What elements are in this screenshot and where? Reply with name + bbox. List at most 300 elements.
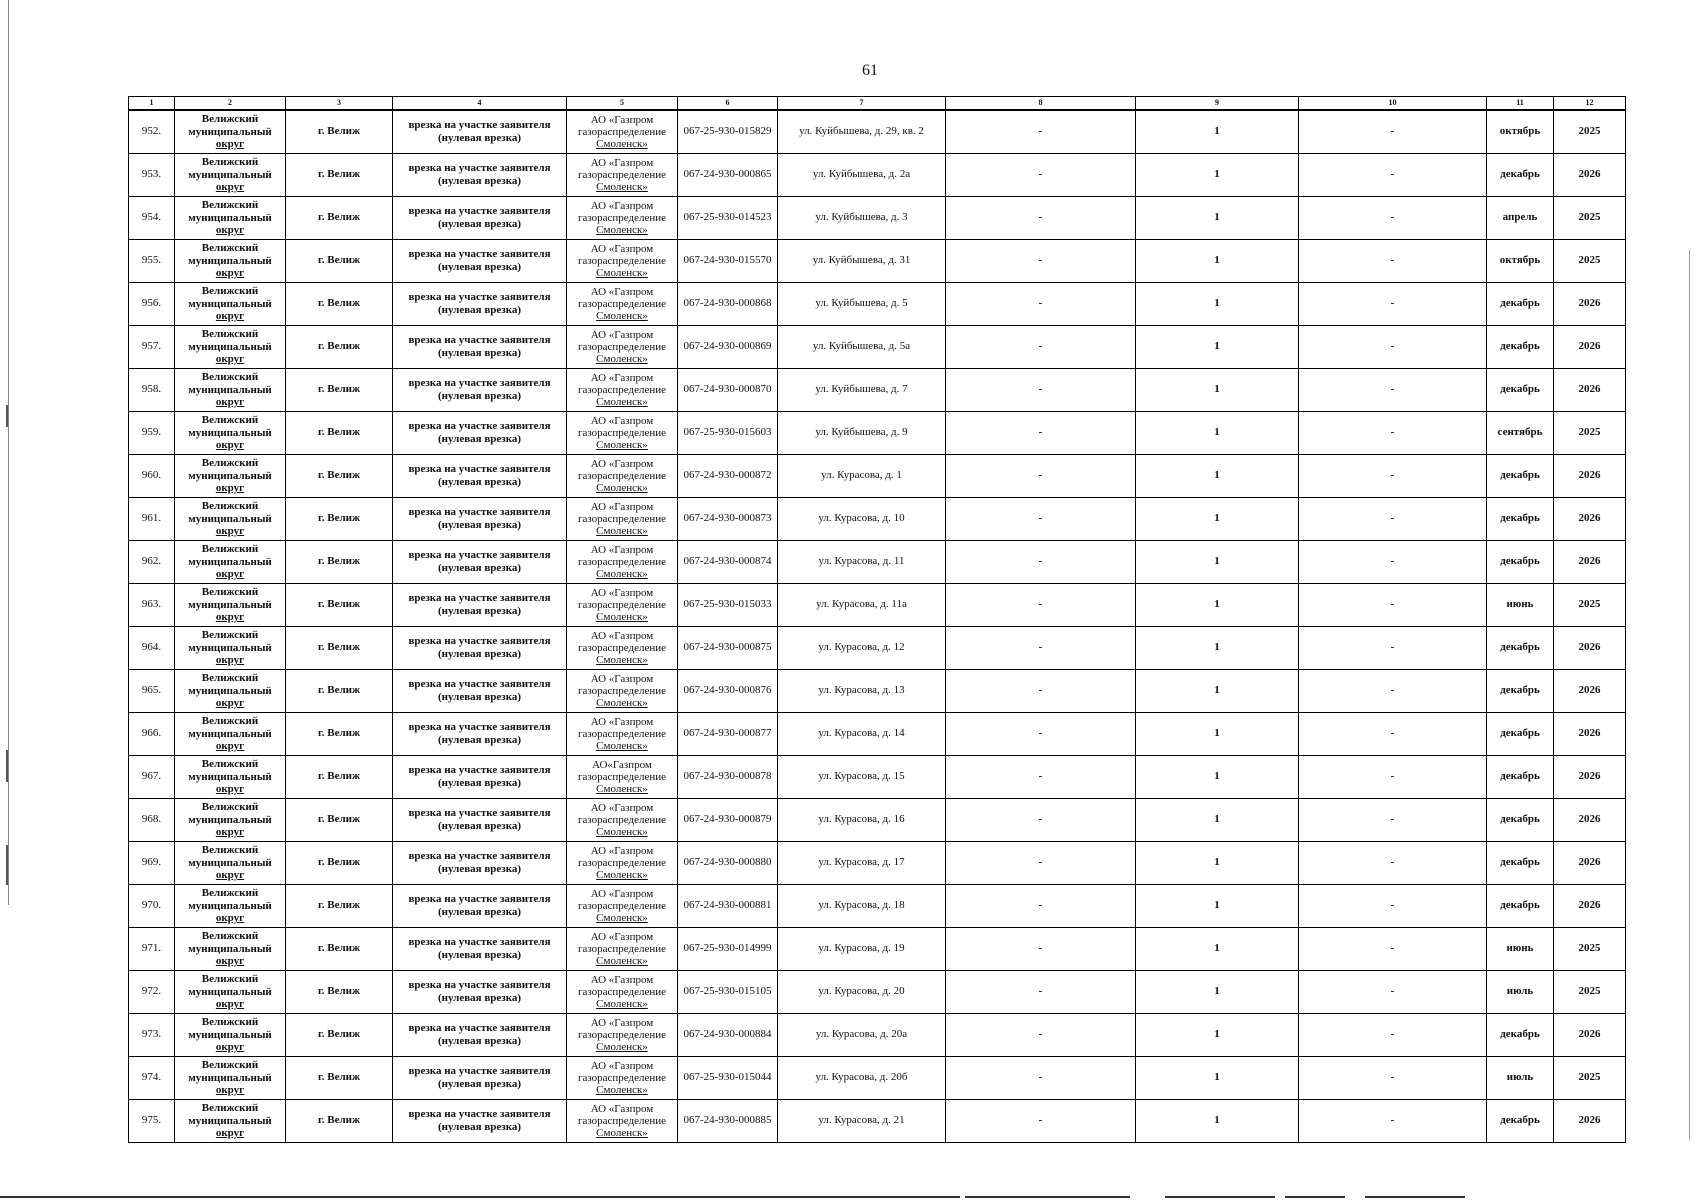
district-cell-line: округ (215, 611, 245, 624)
organization-cell (567, 1057, 678, 1100)
district-cell (175, 1057, 286, 1100)
city-cell: г. Велиж (286, 971, 393, 1014)
table-row (129, 756, 1626, 799)
row-number: 956. (129, 283, 175, 326)
column-8-cell: - (946, 627, 1136, 670)
year-cell: 2026 (1554, 627, 1626, 670)
year-cell: 2026 (1554, 670, 1626, 713)
column-header: 2 (175, 97, 286, 111)
table-row (129, 799, 1626, 842)
table-row (129, 154, 1626, 197)
column-9-cell: 1 (1136, 1100, 1299, 1143)
month-cell: декабрь (1487, 455, 1554, 498)
organization-cell (567, 110, 678, 154)
work-type-cell-line: (нулевая врезка) (437, 218, 522, 230)
district-cell-line: Велижский (201, 672, 259, 685)
work-type-cell-line: (нулевая врезка) (437, 347, 522, 359)
column-10-cell: - (1299, 1057, 1487, 1100)
column-10-cell: - (1299, 584, 1487, 627)
organization-cell-line: Смоленск» (596, 740, 648, 753)
column-10-cell: - (1299, 154, 1487, 197)
organization-cell-line: газораспределение (577, 770, 667, 783)
district-cell-line: Велижский (201, 1102, 259, 1115)
column-10-cell: - (1299, 885, 1487, 928)
column-8-cell: - (946, 799, 1136, 842)
column-9-cell: 1 (1136, 283, 1299, 326)
column-header: 3 (286, 97, 393, 111)
district-cell-line: Велижский (201, 242, 259, 255)
column-8-cell: - (946, 154, 1136, 197)
district-cell-line: округ (215, 740, 245, 753)
district-cell (175, 455, 286, 498)
address-cell: ул. Куйбышева, д. 2а (778, 154, 946, 197)
bottom-rule (1365, 1196, 1465, 1198)
address-cell: ул. Курасова, д. 15 (778, 756, 946, 799)
organization-cell-line: Смоленск» (596, 439, 648, 452)
organization-cell-line: газораспределение (577, 297, 667, 310)
month-cell: декабрь (1487, 154, 1554, 197)
city-cell: г. Велиж (286, 756, 393, 799)
organization-cell (567, 197, 678, 240)
table-row (129, 1057, 1626, 1100)
work-type-cell-line: врезка на участке заявителя (408, 1107, 551, 1120)
district-cell-line: округ (215, 267, 245, 280)
district-cell-line: муниципальный (188, 383, 272, 396)
city-cell: г. Велиж (286, 713, 393, 756)
district-cell-line: округ (215, 697, 245, 710)
table-row (129, 584, 1626, 627)
work-type-cell (393, 885, 567, 928)
work-type-cell-line: (нулевая врезка) (437, 132, 522, 144)
code-cell: 067-24-930-000876 (678, 670, 778, 713)
column-8-cell: - (946, 283, 1136, 326)
column-header: 9 (1136, 97, 1299, 111)
city-cell: г. Велиж (286, 154, 393, 197)
column-9-cell: 1 (1136, 498, 1299, 541)
code-cell: 067-25-930-015603 (678, 412, 778, 455)
row-number: 968. (129, 799, 175, 842)
work-type-cell (393, 842, 567, 885)
row-number: 957. (129, 326, 175, 369)
organization-cell-line: газораспределение (577, 125, 667, 138)
month-cell: декабрь (1487, 1014, 1554, 1057)
organization-cell-line: газораспределение (577, 856, 667, 869)
district-cell-line: Велижский (201, 1016, 259, 1029)
work-type-cell-line: врезка на участке заявителя (408, 1064, 551, 1077)
district-cell-line: муниципальный (188, 813, 272, 826)
organization-cell-line: газораспределение (577, 899, 667, 912)
work-type-cell (393, 455, 567, 498)
district-cell-line: Велижский (201, 285, 259, 298)
work-type-cell (393, 627, 567, 670)
district-cell (175, 369, 286, 412)
work-type-cell (393, 197, 567, 240)
district-cell-line: муниципальный (188, 426, 272, 439)
district-cell-line: округ (215, 998, 245, 1011)
work-type-cell-line: врезка на участке заявителя (408, 806, 551, 819)
organization-cell-line: Смоленск» (596, 783, 648, 796)
organization-cell-line: Смоленск» (596, 1084, 648, 1097)
table-body (129, 110, 1626, 1143)
month-cell: декабрь (1487, 885, 1554, 928)
year-cell: 2026 (1554, 154, 1626, 197)
address-cell: ул. Куйбышева, д. 5а (778, 326, 946, 369)
year-cell: 2026 (1554, 1100, 1626, 1143)
work-type-cell (393, 1057, 567, 1100)
work-type-cell (393, 713, 567, 756)
address-cell: ул. Курасова, д. 17 (778, 842, 946, 885)
district-cell-line: муниципальный (188, 297, 272, 310)
address-cell: ул. Курасова, д. 20б (778, 1057, 946, 1100)
district-cell-line: муниципальный (188, 598, 272, 611)
column-header: 5 (567, 97, 678, 111)
organization-cell-line: газораспределение (577, 1028, 667, 1041)
district-cell (175, 584, 286, 627)
district-cell (175, 326, 286, 369)
table-row (129, 627, 1626, 670)
organization-cell (567, 455, 678, 498)
district-cell-line: муниципальный (188, 1114, 272, 1127)
table-row (129, 369, 1626, 412)
district-cell-line: округ (215, 396, 245, 409)
organization-cell (567, 885, 678, 928)
column-8-cell: - (946, 326, 1136, 369)
month-cell: декабрь (1487, 842, 1554, 885)
month-cell: июль (1487, 971, 1554, 1014)
address-cell: ул. Куйбышева, д. 7 (778, 369, 946, 412)
organization-cell-line: АО«Газпром (592, 758, 652, 771)
organization-cell-line: АО «Газпром (590, 629, 654, 642)
organization-cell-line: Смоленск» (596, 267, 648, 280)
column-8-cell: - (946, 756, 1136, 799)
code-cell: 067-25-930-015105 (678, 971, 778, 1014)
work-type-cell-line: (нулевая врезка) (437, 734, 522, 746)
month-cell: декабрь (1487, 756, 1554, 799)
organization-cell (567, 1014, 678, 1057)
district-cell-line: Велижский (201, 758, 259, 771)
organization-cell (567, 670, 678, 713)
table-row (129, 283, 1626, 326)
address-cell: ул. Курасова, д. 21 (778, 1100, 946, 1143)
organization-cell (567, 369, 678, 412)
organization-cell-line: Смоленск» (596, 396, 648, 409)
district-cell-line: округ (215, 783, 245, 796)
column-9-cell: 1 (1136, 197, 1299, 240)
work-type-cell-line: врезка на участке заявителя (408, 333, 551, 346)
district-cell-line: Велижский (201, 500, 259, 513)
district-cell (175, 240, 286, 283)
organization-cell-line: Смоленск» (596, 353, 648, 366)
district-cell-line: округ (215, 353, 245, 366)
month-cell: декабрь (1487, 670, 1554, 713)
organization-cell (567, 713, 678, 756)
district-cell-line: муниципальный (188, 684, 272, 697)
district-cell-line: муниципальный (188, 1028, 272, 1041)
district-cell-line: округ (215, 654, 245, 667)
month-cell: декабрь (1487, 627, 1554, 670)
organization-cell-line: Смоленск» (596, 482, 648, 495)
year-cell: 2026 (1554, 369, 1626, 412)
address-cell: ул. Курасова, д. 20а (778, 1014, 946, 1057)
organization-cell-line: АО «Газпром (590, 543, 654, 556)
work-type-cell-line: (нулевая врезка) (437, 906, 522, 918)
column-header: 1 (129, 97, 175, 111)
column-9-cell: 1 (1136, 928, 1299, 971)
organization-cell-line: Смоленск» (596, 955, 648, 968)
code-cell: 067-24-930-000879 (678, 799, 778, 842)
column-10-cell: - (1299, 1100, 1487, 1143)
column-9-cell: 1 (1136, 799, 1299, 842)
code-cell: 067-24-930-000870 (678, 369, 778, 412)
month-cell: июнь (1487, 584, 1554, 627)
row-number: 970. (129, 885, 175, 928)
district-cell-line: Велижский (201, 1059, 259, 1072)
row-number: 964. (129, 627, 175, 670)
work-type-cell-line: врезка на участке заявителя (408, 935, 551, 948)
city-cell: г. Велиж (286, 412, 393, 455)
column-10-cell: - (1299, 498, 1487, 541)
month-cell: декабрь (1487, 799, 1554, 842)
organization-cell-line: АО «Газпром (590, 973, 654, 986)
district-cell-line: Велижский (201, 113, 259, 126)
district-cell-line: муниципальный (188, 168, 272, 181)
table-row (129, 197, 1626, 240)
bottom-rule (965, 1196, 1130, 1198)
work-type-cell (393, 799, 567, 842)
column-9-cell: 1 (1136, 713, 1299, 756)
district-cell (175, 971, 286, 1014)
column-8-cell: - (946, 498, 1136, 541)
district-cell-line: муниципальный (188, 125, 272, 138)
district-cell-line: округ (215, 869, 245, 882)
work-type-cell-line: (нулевая врезка) (437, 863, 522, 875)
district-cell-line: округ (215, 525, 245, 538)
left-margin-mark (6, 750, 8, 782)
district-cell (175, 627, 286, 670)
code-cell: 067-24-930-000881 (678, 885, 778, 928)
left-margin-rule (8, 0, 9, 905)
city-cell: г. Велиж (286, 1100, 393, 1143)
city-cell: г. Велиж (286, 928, 393, 971)
organization-cell-line: газораспределение (577, 813, 667, 826)
address-cell: ул. Курасова, д. 14 (778, 713, 946, 756)
organization-cell-line: Смоленск» (596, 998, 648, 1011)
district-cell (175, 1100, 286, 1143)
column-header: 4 (393, 97, 567, 111)
year-cell: 2026 (1554, 283, 1626, 326)
left-margin-mark (6, 405, 8, 427)
work-type-cell (393, 498, 567, 541)
column-9-cell: 1 (1136, 670, 1299, 713)
work-type-cell-line: (нулевая врезка) (437, 261, 522, 273)
column-10-cell: - (1299, 455, 1487, 498)
row-number: 965. (129, 670, 175, 713)
work-type-cell-line: (нулевая врезка) (437, 304, 522, 316)
column-10-cell: - (1299, 283, 1487, 326)
city-cell: г. Велиж (286, 1014, 393, 1057)
month-cell: декабрь (1487, 369, 1554, 412)
address-cell: ул. Курасова, д. 12 (778, 627, 946, 670)
district-cell (175, 799, 286, 842)
district-cell-line: округ (215, 1127, 245, 1140)
organization-cell (567, 326, 678, 369)
column-8-cell: - (946, 885, 1136, 928)
city-cell: г. Велиж (286, 885, 393, 928)
row-number: 960. (129, 455, 175, 498)
column-9-cell: 1 (1136, 154, 1299, 197)
organization-cell-line: АО «Газпром (590, 1016, 654, 1029)
work-type-cell (393, 670, 567, 713)
district-cell-line: округ (215, 912, 245, 925)
district-cell-line: округ (215, 568, 245, 581)
work-type-cell-line: врезка на участке заявителя (408, 376, 551, 389)
code-cell: 067-25-930-014999 (678, 928, 778, 971)
district-cell-line: муниципальный (188, 1071, 272, 1084)
work-type-cell-line: врезка на участке заявителя (408, 548, 551, 561)
organization-cell-line: АО «Газпром (590, 1102, 654, 1115)
organization-cell (567, 240, 678, 283)
column-8-cell: - (946, 110, 1136, 154)
district-cell-line: муниципальный (188, 985, 272, 998)
district-cell-line: муниципальный (188, 942, 272, 955)
organization-cell-line: АО «Газпром (590, 285, 654, 298)
organization-cell-line: АО «Газпром (590, 328, 654, 341)
column-8-cell: - (946, 928, 1136, 971)
city-cell: г. Велиж (286, 197, 393, 240)
district-cell (175, 412, 286, 455)
work-type-cell-line: (нулевая врезка) (437, 605, 522, 617)
column-9-cell: 1 (1136, 541, 1299, 584)
column-9-cell: 1 (1136, 971, 1299, 1014)
column-9-cell: 1 (1136, 627, 1299, 670)
address-cell: ул. Куйбышева, д. 29, кв. 2 (778, 110, 946, 154)
column-header: 10 (1299, 97, 1487, 111)
work-type-cell (393, 541, 567, 584)
row-number: 971. (129, 928, 175, 971)
work-type-cell-line: (нулевая врезка) (437, 1035, 522, 1047)
district-cell (175, 928, 286, 971)
code-cell: 067-24-930-000873 (678, 498, 778, 541)
organization-cell (567, 928, 678, 971)
city-cell: г. Велиж (286, 240, 393, 283)
organization-cell (567, 799, 678, 842)
work-type-cell-line: (нулевая врезка) (437, 949, 522, 961)
district-cell-line: Велижский (201, 629, 259, 642)
work-type-cell-line: врезка на участке заявителя (408, 505, 551, 518)
column-8-cell: - (946, 197, 1136, 240)
organization-cell-line: АО «Газпром (590, 414, 654, 427)
column-10-cell: - (1299, 1014, 1487, 1057)
row-number: 967. (129, 756, 175, 799)
organization-cell-line: АО «Газпром (590, 242, 654, 255)
district-cell (175, 713, 286, 756)
organization-cell (567, 412, 678, 455)
column-8-cell: - (946, 1014, 1136, 1057)
row-number: 972. (129, 971, 175, 1014)
district-cell (175, 541, 286, 584)
work-type-cell-line: врезка на участке заявителя (408, 161, 551, 174)
column-header: 8 (946, 97, 1136, 111)
work-type-cell-line: врезка на участке заявителя (408, 591, 551, 604)
organization-cell-line: газораспределение (577, 211, 667, 224)
column-10-cell: - (1299, 369, 1487, 412)
district-cell-line: муниципальный (188, 899, 272, 912)
year-cell: 2026 (1554, 1014, 1626, 1057)
organization-cell-line: Смоленск» (596, 912, 648, 925)
work-type-cell-line: врезка на участке заявителя (408, 419, 551, 432)
work-type-cell (393, 240, 567, 283)
organization-cell-line: Смоленск» (596, 525, 648, 538)
address-cell: ул. Куйбышева, д. 5 (778, 283, 946, 326)
table-row (129, 885, 1626, 928)
table-row (129, 455, 1626, 498)
district-cell-line: Велижский (201, 586, 259, 599)
year-cell: 2025 (1554, 928, 1626, 971)
work-type-cell-line: (нулевая врезка) (437, 648, 522, 660)
district-cell-line: муниципальный (188, 211, 272, 224)
organization-cell (567, 498, 678, 541)
row-number: 963. (129, 584, 175, 627)
organization-cell-line: газораспределение (577, 1114, 667, 1127)
city-cell: г. Велиж (286, 283, 393, 326)
organization-cell (567, 154, 678, 197)
work-type-cell (393, 928, 567, 971)
organization-cell-line: газораспределение (577, 340, 667, 353)
column-8-cell: - (946, 971, 1136, 1014)
district-cell (175, 756, 286, 799)
column-9-cell: 1 (1136, 455, 1299, 498)
column-header: 12 (1554, 97, 1626, 111)
district-cell-line: муниципальный (188, 340, 272, 353)
work-type-cell-line: врезка на участке заявителя (408, 204, 551, 217)
column-8-cell: - (946, 713, 1136, 756)
work-type-cell-line: (нулевая врезка) (437, 777, 522, 789)
district-cell-line: муниципальный (188, 254, 272, 267)
work-type-cell-line: врезка на участке заявителя (408, 290, 551, 303)
district-cell (175, 1014, 286, 1057)
organization-cell (567, 756, 678, 799)
column-10-cell: - (1299, 326, 1487, 369)
column-9-cell: 1 (1136, 326, 1299, 369)
organization-cell-line: газораспределение (577, 426, 667, 439)
year-cell: 2026 (1554, 799, 1626, 842)
organization-cell-line: Смоленск» (596, 310, 648, 323)
work-type-cell-line: врезка на участке заявителя (408, 634, 551, 647)
column-9-cell: 1 (1136, 1014, 1299, 1057)
organization-cell (567, 971, 678, 1014)
month-cell: декабрь (1487, 541, 1554, 584)
column-9-cell: 1 (1136, 240, 1299, 283)
organization-cell-line: газораспределение (577, 254, 667, 267)
district-cell-line: Велижский (201, 930, 259, 943)
city-cell: г. Велиж (286, 670, 393, 713)
organization-cell-line: АО «Газпром (590, 199, 654, 212)
code-cell: 067-24-930-000868 (678, 283, 778, 326)
column-header: 7 (778, 97, 946, 111)
organization-cell-line: Смоленск» (596, 138, 648, 151)
work-type-cell (393, 584, 567, 627)
month-cell: декабрь (1487, 1100, 1554, 1143)
address-cell: ул. Курасова, д. 10 (778, 498, 946, 541)
district-cell-line: муниципальный (188, 770, 272, 783)
work-type-cell-line: (нулевая врезка) (437, 1121, 522, 1133)
district-cell-line: муниципальный (188, 641, 272, 654)
work-type-cell-line: (нулевая врезка) (437, 691, 522, 703)
bottom-rule (1165, 1196, 1275, 1198)
organization-cell-line: газораспределение (577, 942, 667, 955)
district-cell-line: муниципальный (188, 469, 272, 482)
month-cell: октябрь (1487, 240, 1554, 283)
